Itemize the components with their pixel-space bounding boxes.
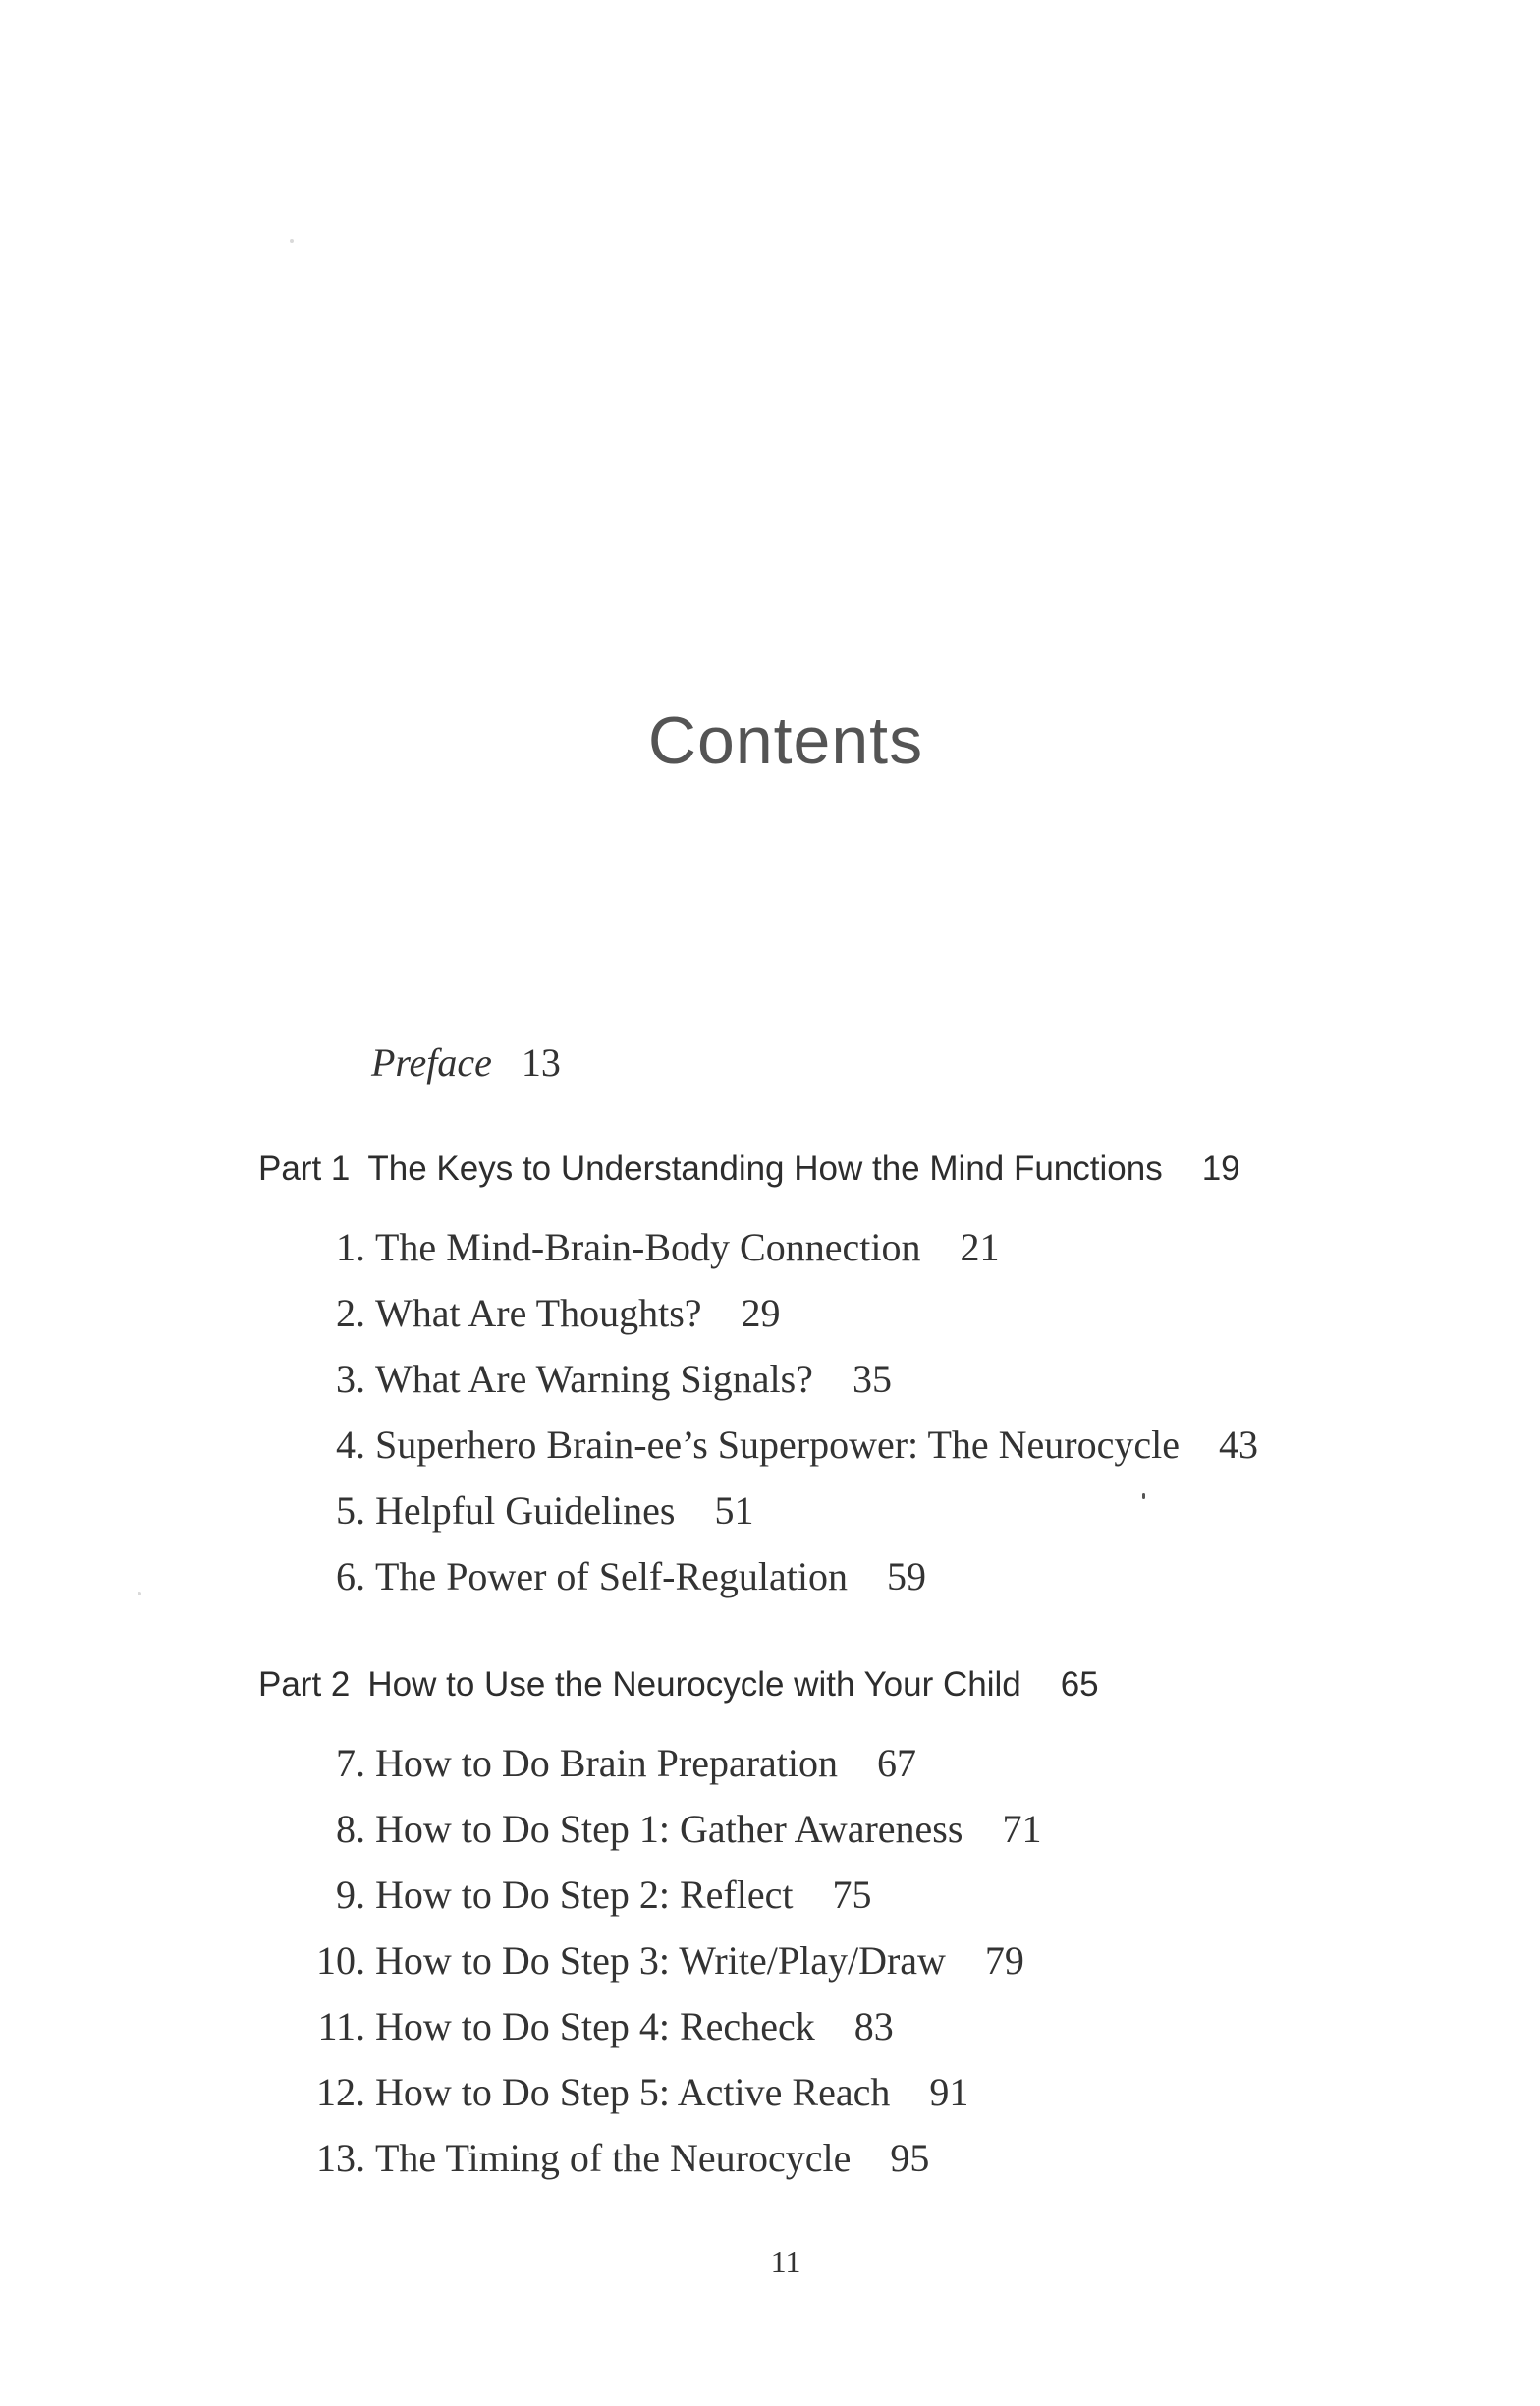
chapter-page: 51	[714, 1488, 754, 1533]
page-title: Contents	[647, 703, 924, 778]
chapter-line	[375, 1355, 892, 1404]
page-number: 11	[770, 2244, 801, 2279]
part-page: 65	[1060, 1665, 1099, 1704]
chapter-line	[375, 1805, 1041, 1854]
chapter-number: 8.	[336, 1807, 365, 1851]
chapter-page: 43	[1218, 1423, 1258, 1467]
chapter-line	[375, 1486, 754, 1536]
chapter-line	[375, 1871, 872, 1920]
chapter-line	[375, 1552, 926, 1601]
chapter-title: How to Do Step 5: Active Reach	[375, 2070, 891, 2114]
preface-page: 13	[521, 1040, 561, 1085]
toc-entry	[0, 1486, 1540, 1536]
chapter-title: Helpful Guidelines	[375, 1488, 676, 1533]
toc-entry	[0, 2002, 1540, 2051]
toc-entry	[0, 1223, 1540, 1272]
chapter-line	[375, 1739, 916, 1788]
scan-speck	[138, 1592, 141, 1595]
chapter-number: 12.	[316, 2070, 365, 2114]
scan-speck	[1142, 1493, 1145, 1499]
chapter-title: How to Do Step 2: Reflect	[375, 1873, 794, 1917]
toc-entry	[0, 1871, 1540, 1920]
chapter-page: 83	[853, 2004, 894, 2048]
chapter-line	[375, 2068, 968, 2117]
chapter-number: 11.	[317, 2004, 365, 2048]
chapter-line	[375, 1421, 1258, 1470]
chapter-number: 6.	[336, 1554, 365, 1598]
chapter-title: The Power of Self-Regulation	[375, 1554, 848, 1598]
chapter-title: How to Do Brain Preparation	[375, 1741, 839, 1785]
preface-title: Preface	[371, 1040, 492, 1085]
chapter-page: 71	[1002, 1807, 1042, 1851]
chapter-title: The Timing of the Neurocycle	[375, 2136, 852, 2180]
toc-entry	[0, 1805, 1540, 1854]
chapter-number: 1.	[336, 1225, 365, 1269]
chapter-page: 29	[741, 1291, 781, 1335]
part-heading-1	[258, 1149, 1240, 1189]
part-title: The Keys to Understanding How the Mind Functions	[367, 1149, 1163, 1188]
part-heading-2	[258, 1665, 1099, 1705]
toc-entry	[0, 1552, 1540, 1601]
chapter-title: The Mind-Brain-Body Connection	[375, 1225, 921, 1269]
chapter-page: 67	[877, 1741, 917, 1785]
chapter-page: 79	[984, 1938, 1024, 1983]
part-page: 19	[1201, 1149, 1240, 1188]
chapter-line	[375, 1936, 1024, 1986]
chapter-page: 35	[852, 1357, 892, 1401]
chapter-line	[375, 2002, 894, 2051]
scan-speck	[290, 239, 294, 243]
chapter-number: 2.	[336, 1291, 365, 1335]
chapter-page: 91	[929, 2070, 969, 2114]
toc-entry	[0, 1355, 1540, 1404]
preface-entry	[371, 1039, 561, 1086]
chapter-title: What Are Warning Signals?	[375, 1357, 813, 1401]
chapter-title: How to Do Step 4: Recheck	[375, 2004, 815, 2048]
chapter-title: Superhero Brain-ee’s Superpower: The Neurocycle	[375, 1423, 1180, 1467]
chapter-page: 21	[960, 1225, 1000, 1269]
chapter-title: How to Do Step 3: Write/Play/Draw	[375, 1938, 946, 1983]
toc-entry	[0, 2068, 1540, 2117]
toc-entry	[0, 1739, 1540, 1788]
part-title: How to Use the Neurocycle with Your Child	[367, 1665, 1021, 1704]
toc-entry	[0, 1936, 1540, 1986]
part-label: Part 1	[258, 1149, 351, 1188]
chapter-line	[375, 1289, 781, 1338]
chapter-number: 3.	[336, 1357, 365, 1401]
chapter-number: 5.	[336, 1488, 365, 1533]
part-label: Part 2	[258, 1665, 351, 1704]
toc-entry	[0, 1421, 1540, 1470]
chapter-number: 9.	[336, 1873, 365, 1917]
chapter-page: 95	[890, 2136, 930, 2180]
chapter-number: 4.	[336, 1423, 365, 1467]
chapter-page: 59	[887, 1554, 926, 1598]
chapter-title: How to Do Step 1: Gather Awareness	[375, 1807, 963, 1851]
chapter-line	[375, 2134, 929, 2183]
chapter-title: What Are Thoughts?	[375, 1291, 702, 1335]
chapter-number: 10.	[316, 1938, 365, 1983]
chapter-page: 75	[832, 1873, 872, 1917]
chapter-number: 13.	[316, 2136, 365, 2180]
toc-entry	[0, 2134, 1540, 2183]
toc-entry	[0, 1289, 1540, 1338]
chapter-line	[375, 1223, 999, 1272]
chapter-number: 7.	[336, 1741, 365, 1785]
